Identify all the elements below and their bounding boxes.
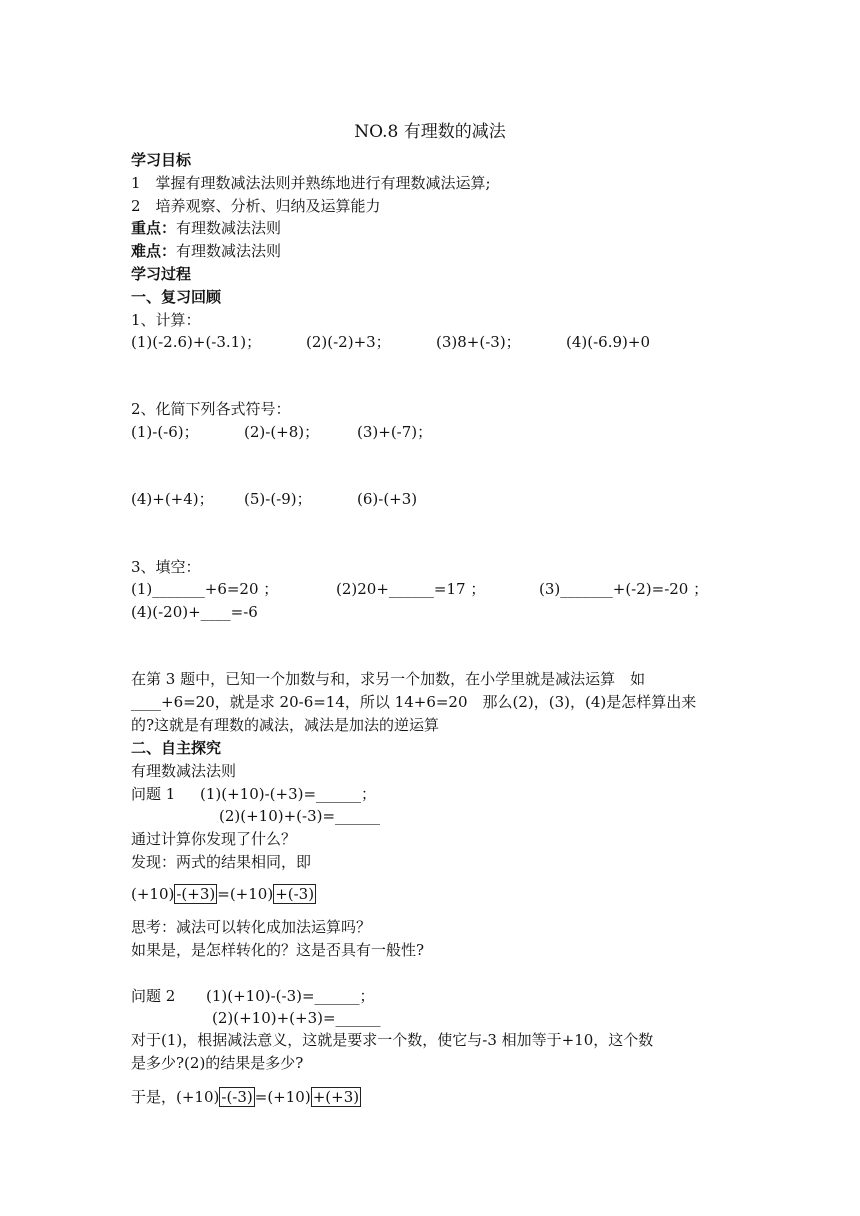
- paragraph-line-2: ____+6=20，就是求 20-6=14，所以 14+6=20 那么(2)，(3)，(4)是怎样算出来: [131, 693, 697, 711]
- paragraph-line-1: 在第 3 题中，已知一个加数与和，求另一个加数，在小学里就是减法运算 如: [131, 670, 646, 688]
- para2-line-2: 是多少?(2)的结果是多少?: [131, 1054, 304, 1072]
- q1-item-1: (1)(-2.6)+(-3.1)；: [131, 333, 262, 351]
- eq1-boxed-d: +(-3): [275, 885, 315, 903]
- key-point-text: 有理数减法法则: [176, 219, 282, 237]
- q1-item-3: (3)8+(-3)；: [436, 333, 521, 351]
- eq1-term-c: =(+10): [217, 885, 274, 903]
- eq2-term-a: (+10): [176, 1088, 220, 1106]
- page-title: NO.8 有理数的减法: [354, 122, 506, 142]
- explore-heading: 二、自主探究: [131, 739, 222, 757]
- finding: 发现：两式的结果相同，即: [131, 853, 312, 871]
- think-1: 思考：减法可以转化成加法运算吗？: [131, 918, 372, 936]
- q1-label: 1、计算：: [131, 311, 201, 329]
- q2-item-2: (2)-(+8)；: [244, 423, 320, 441]
- problem1-line-1: (1)(+10)-(+3)=______；: [200, 785, 377, 803]
- think-2: 如果是，是怎样转化的？这是否具有一般性?: [131, 941, 425, 959]
- problem1-label: 问题 1: [131, 785, 176, 803]
- difficulty-text: 有理数减法法则: [176, 242, 282, 260]
- q3-label: 3、填空：: [131, 558, 201, 576]
- q2-item-6: (6)-(+3): [357, 490, 418, 508]
- problem2-line-2: (2)(+10)+(+3)=______: [212, 1009, 381, 1027]
- q1-item-4: (4)(-6.9)+0: [566, 333, 650, 351]
- q3-item-1: (1)_______+6=20 ；: [131, 580, 279, 598]
- problem1-line-2: (2)(+10)+(-3)=______: [219, 807, 381, 825]
- q2-item-4: (4)+(+4)；: [131, 490, 214, 508]
- key-point: [131, 218, 281, 238]
- para2-line-1: 对于(1)，根据减法意义，这就是要求一个数，使它与-3 相加等于+10，这个数: [131, 1031, 654, 1049]
- difficulty-label: 难点：: [131, 242, 177, 260]
- equation-2: [131, 1087, 361, 1107]
- problem2-label: 问题 2: [131, 987, 176, 1005]
- eq2-term-c: =(+10): [254, 1088, 311, 1106]
- q3-item-3: (3)_______+(-2)=-20 ；: [539, 580, 709, 598]
- eq2-boxed-b: -(-3): [221, 1088, 253, 1106]
- q3-item-2: (2)20+______=17 ；: [336, 580, 486, 598]
- q2-label: 2、化简下列各式符号：: [131, 400, 291, 418]
- eq2-boxed-d: +(+3): [312, 1088, 360, 1106]
- q1-item-2: (2)(-2)+3；: [306, 333, 391, 351]
- difficulty-point: [131, 241, 281, 261]
- eq1-boxed-b: -(+3): [176, 885, 216, 903]
- objective-item-2: 2 培养观察、分析、归纳及运算能力: [131, 197, 381, 215]
- eq1-term-a: (+10): [131, 885, 175, 903]
- rule-title: 有理数减法法则: [131, 762, 237, 780]
- review-heading: 一、复习回顾: [131, 288, 222, 306]
- paragraph-line-3: 的?这就是有理数的减法，减法是加法的逆运算: [131, 716, 440, 734]
- q2-item-3: (3)+(-7)；: [357, 423, 433, 441]
- q2-item-1: (1)-(-6)；: [131, 423, 199, 441]
- equation-1: [131, 884, 316, 904]
- ask-1: 通过计算你发现了什么？: [131, 830, 297, 848]
- key-point-label: 重点：: [131, 219, 177, 237]
- q3-item-4: (4)(-20)+____=-6: [131, 603, 258, 621]
- q2-item-5: (5)-(-9)；: [244, 490, 312, 508]
- objective-item-1: 1 掌握有理数减法法则并熟练地进行有理数减法运算;: [131, 174, 491, 192]
- eq2-prefix: 于是，: [131, 1088, 177, 1106]
- process-heading: 学习过程: [131, 265, 192, 283]
- problem2-line-1: (1)(+10)-(-3)=______；: [206, 987, 375, 1005]
- objectives-heading: 学习目标: [131, 151, 192, 169]
